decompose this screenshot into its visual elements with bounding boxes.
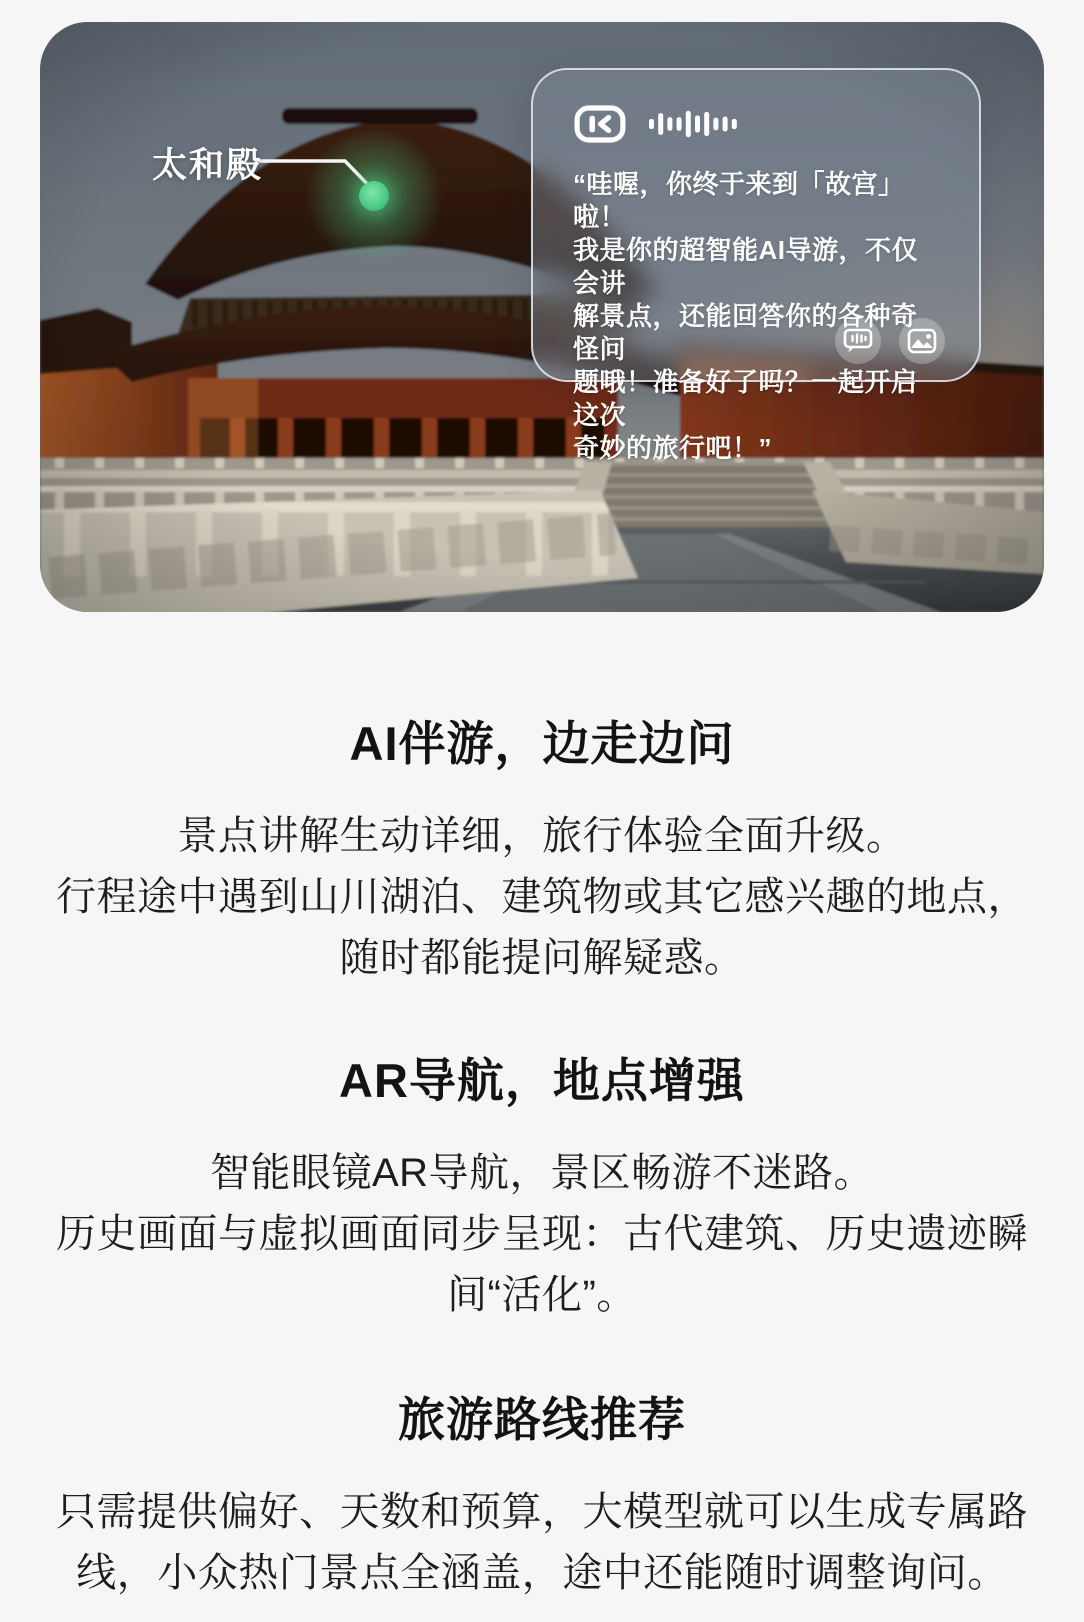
section-body-line: 随时都能提问解疑惑。 <box>339 936 745 980</box>
section-title: 旅游路线推荐 <box>398 1393 686 1446</box>
hero-photo-card <box>40 22 1044 612</box>
image-icon <box>907 328 937 354</box>
section-ai-companion <box>0 712 1084 989</box>
guide-message-line: “哇喔，你终于来到「故宫」啦！ <box>573 169 905 232</box>
ai-guide-bubble <box>531 68 981 463</box>
voice-message-icon <box>843 327 873 355</box>
section-title: AR导航，地点增强 <box>339 1054 745 1107</box>
guide-message-line: 我是你的超智能AI导游，不仅会讲 <box>573 235 919 298</box>
voice-waveform-icon <box>649 109 741 139</box>
section-body-line: 景点讲解生动详细，旅行体验全面升级。 <box>177 814 907 858</box>
image-button[interactable] <box>899 318 945 364</box>
section-ar-navigation <box>0 1049 1084 1326</box>
section-body <box>0 1143 1084 1326</box>
guide-message-line: 奇妙的旅行吧！” <box>573 433 773 463</box>
section-body <box>0 806 1084 989</box>
section-route-recommendation <box>0 1388 1084 1604</box>
guide-message-line: 解景点，还能回答你的各种奇怪问 <box>573 301 918 364</box>
bubble-actions <box>835 318 945 364</box>
section-title: AI伴游，边走边问 <box>349 717 735 770</box>
section-body-line: 线，小众热门景点全涵盖，途中还能随时调整询问。 <box>76 1551 1008 1595</box>
guide-message-line: 题哦！准备好了吗？一起开启这次 <box>573 367 918 430</box>
guide-message <box>573 168 941 465</box>
section-body-line: 智能眼镜AR导航，景区畅游不迷路。 <box>209 1151 875 1195</box>
section-body-line: 历史画面与虚拟画面同步呈现：古代建筑、历史遗迹瞬 <box>56 1212 1028 1256</box>
bubble-header <box>573 104 941 144</box>
poi-marker-dot[interactable] <box>359 181 389 211</box>
app-logo-icon <box>573 105 627 143</box>
section-body-line: 只需提供偏好、天数和预算，大模型就可以生成专属路 <box>56 1490 1028 1534</box>
voice-message-button[interactable] <box>835 318 881 364</box>
poi-label: 太和殿 <box>152 146 264 185</box>
feature-sections <box>0 612 1084 1604</box>
section-body-line: 间“活化”。 <box>447 1273 637 1317</box>
section-body <box>0 1482 1084 1604</box>
section-body-line: 行程途中遇到山川湖泊、建筑物或其它感兴趣的地点， <box>56 875 1028 919</box>
